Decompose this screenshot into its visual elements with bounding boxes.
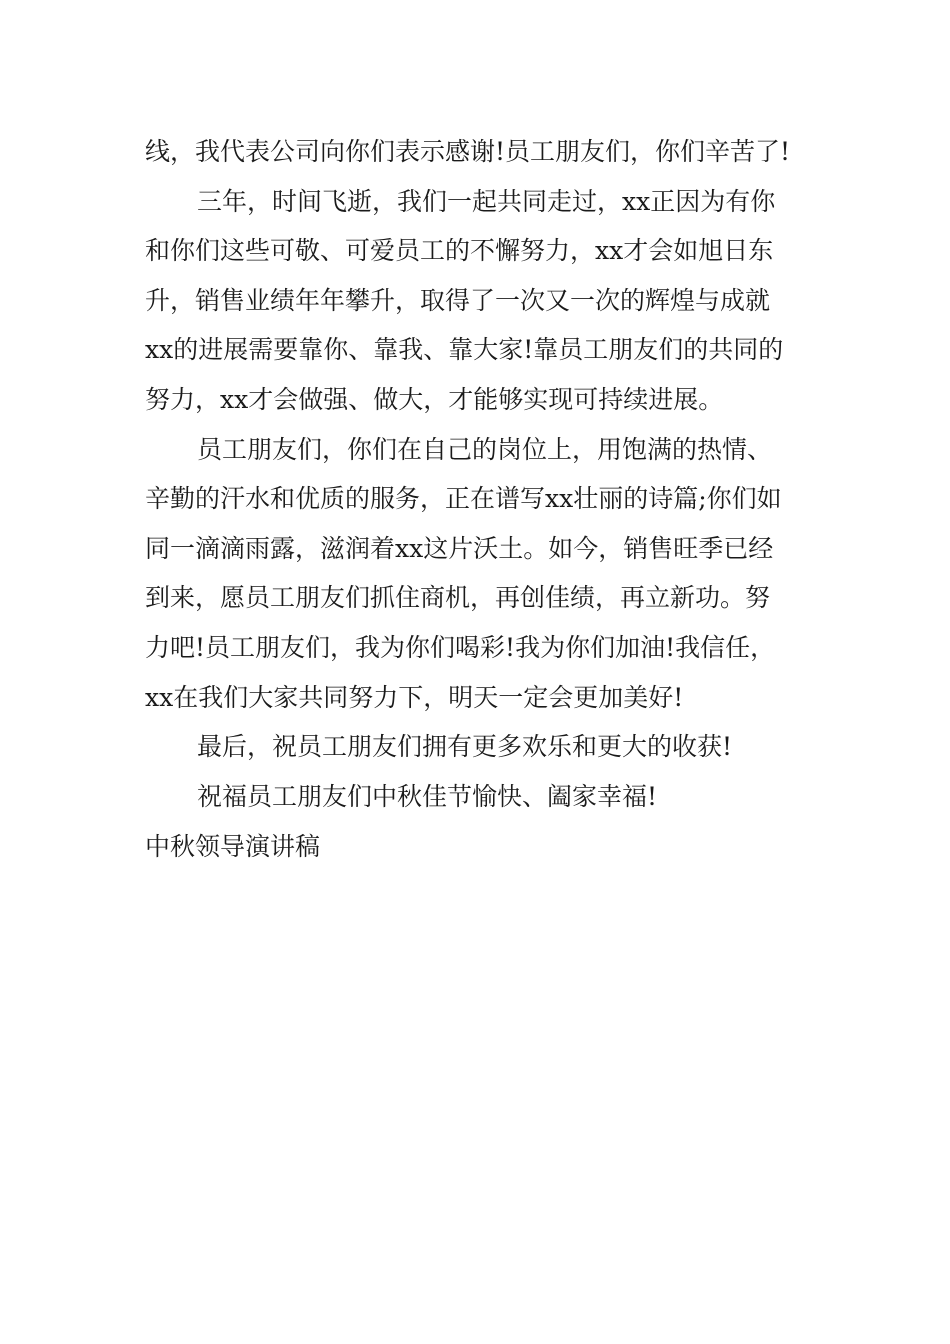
- paragraph-line: 辛勤的汗水和优质的服务，正在谱写xx壮丽的诗篇;你们如: [145, 484, 782, 514]
- paragraph-line: 同一滴滴雨露，滋润着xx这片沃土。如今，销售旺季已经: [145, 533, 774, 563]
- paragraph-line: xx的进展需要靠你、靠我、靠大家!靠员工朋友们的共同的: [145, 335, 784, 365]
- paragraph-line: 三年，时间飞逝，我们一起共同走过，xx正因为有你: [197, 186, 776, 216]
- paragraph-line: 员工朋友们，你们在自己的岗位上，用饱满的热情、: [197, 434, 773, 464]
- paragraph-line: 升，销售业绩年年攀升，取得了一次又一次的辉煌与成就: [145, 285, 771, 315]
- paragraph-line: 祝福员工朋友们中秋佳节愉快、阖家幸福!: [197, 781, 658, 811]
- paragraph-line: 努力，xx才会做强、做大，才能够实现可持续进展。: [145, 384, 724, 414]
- speech-body: [145, 127, 825, 821]
- paragraph-line: xx在我们大家共同努力下，明天一定会更加美好!: [145, 682, 684, 712]
- paragraph-line: 到来，愿员工朋友们抓住商机，再创佳绩，再立新功。努: [145, 583, 771, 613]
- paragraph-line: 线，我代表公司向你们表示感谢!员工朋友们，你们辛苦了!: [145, 137, 791, 166]
- paragraph-line: 力吧!员工朋友们，我为你们喝彩!我为你们加油!我信任，: [145, 632, 776, 662]
- paragraph-line: 和你们这些可敬、可爱员工的不懈努力，xx才会如旭日东: [145, 236, 774, 266]
- paragraph-line: 最后，祝员工朋友们拥有更多欢乐和更大的收获!: [197, 732, 733, 762]
- next-document-title: 中秋领导演讲稿: [145, 832, 321, 861]
